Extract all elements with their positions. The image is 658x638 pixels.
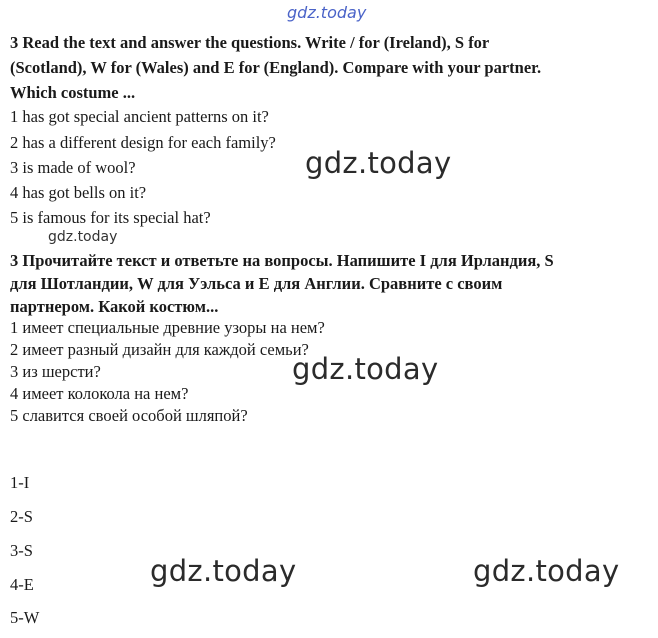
english-heading-line-2: (Scotland), W for (Wales) and E for (England). Compare with your partner. (10, 58, 542, 77)
russian-question-5: 5 славится своей особой шляпой? (10, 406, 248, 425)
english-heading-line-3: Which costume ... (10, 83, 136, 102)
answer-4: 4-E (10, 575, 34, 594)
english-question-2: 2 has a different design for each family? (10, 133, 276, 152)
english-heading-line-1: 3 Read the text and answer the questions. Write / for (Ireland), S for (10, 33, 490, 52)
watermark-english: gdz.today (305, 146, 452, 180)
english-question-3: 3 is made of wool? (10, 158, 136, 177)
russian-question-3: 3 из шерсти? (10, 362, 101, 381)
russian-heading-line-2: для Шотландии, W для Уэльса и E для Англии. Сравните с своим (10, 274, 503, 293)
watermark-top: gdz.today (287, 3, 367, 22)
watermark-bottom-left: gdz.today (150, 554, 297, 588)
russian-heading-line-1: 3 Прочитайте текст и ответьте на вопросы. Напишите I для Ирландия, S (10, 251, 554, 270)
watermark-russian: gdz.today (292, 352, 439, 386)
russian-question-4: 4 имеет колокола на нем? (10, 384, 189, 403)
russian-question-2: 2 имеет разный дизайн для каждой семьи? (10, 340, 309, 359)
watermark-bottom-right: gdz.today (473, 554, 620, 588)
russian-question-1: 1 имеет специальные древние узоры на нем? (10, 318, 325, 337)
answer-1: 1-I (10, 473, 30, 492)
watermark-small: gdz.today (48, 229, 118, 245)
answer-3: 3-S (10, 541, 33, 560)
answer-2: 2-S (10, 507, 33, 526)
russian-heading-line-3: партнером. Какой костюм... (10, 297, 219, 316)
english-question-4: 4 has got bells on it? (10, 183, 147, 202)
answer-5: 5-W (10, 608, 40, 627)
english-question-1: 1 has got special ancient patterns on it? (10, 107, 269, 126)
english-question-5: 5 is famous for its special hat? (10, 208, 211, 227)
